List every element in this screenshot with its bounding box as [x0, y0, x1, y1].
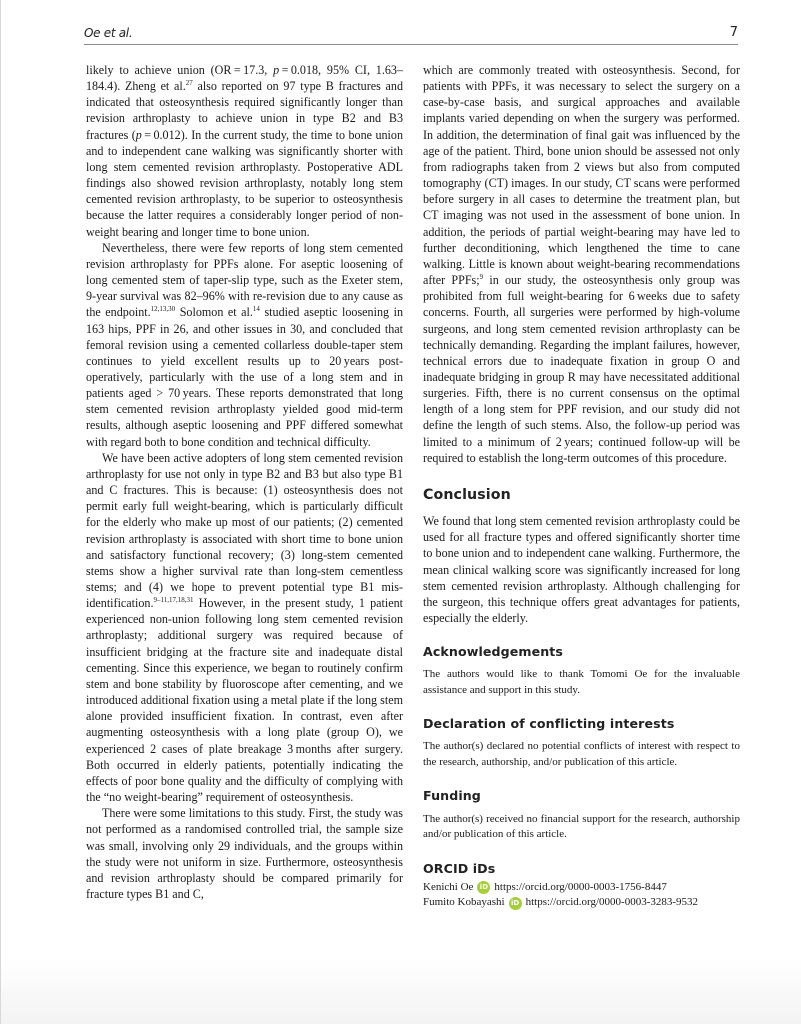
citation-ref[interactable]: 14 — [252, 305, 260, 314]
paragraph-limitations: There were some limitations to this study. First, the study was not performed as a randomised controlled trial, the sample size was small, involving only 29 individuals, and the groups within the study were not uniform in size. Furthermore, osteosynthesis and revision arthroplasty should be compared primarily for fracture types B1 and C, — [86, 806, 403, 901]
right-column — [423, 62, 740, 911]
funding-text: The author(s) received no financial support for the research, authorship and/or publication of this article. — [423, 812, 740, 841]
orcid-author-name: Kenichi Oe — [423, 880, 474, 893]
orcid-author-name: Fumito Kobayashi — [423, 896, 505, 909]
left-column — [86, 62, 403, 902]
section-heading-acknowledgements: Acknowledgements — [423, 644, 564, 660]
orcid-entry — [423, 895, 740, 911]
running-authors: Oe et al. — [84, 26, 133, 40]
paragraph-limitations-continued: which are commonly treated with osteosynthesis. Second, for patients with PPFs, it was necessary to select the surgery on a case-by-case basis, and surgical approaches and available implants varied depending on when the surgery was performed. In addition, the determination of final gait was influenced by the age of the patient. Third, bone union should be assessed not only from radiographs taken from 2 views but also from computed tomography (CT) images. In our study, CT scans were performed before surgery in all cases to determine the treatment plan, but CT imaging was not used in the assessment of bone union. In addition, the periods of partial weight-bearing may have led to further deconditioning, which lengthened the time to cane walking. Little is known about weight-bearing recommendations after PPFs;$^9$ in our study, the osteosynthesis only group was prohibited from full weight-bearing for 6 weeks due to safety concerns. Fourth, all surgeries were performed by high-volume surgeons, and long stem cemented revision arthroplasty can be technically demanding. Regarding the implant failures, however, technical errors due to inadequate fixation in group O and inadequate bridging in group R may have necessitated additional surgeries. Fifth, there is no current consensus on the optimal length of a long stem for PPF revision, and our study did not define the length of such stems. Also, the follow-up period was limited to a minimum of 2 years; continued follow-up will be required to establish the long-term outcomes of this procedure. — [423, 63, 741, 465]
orcid-link[interactable]: https://orcid.org/0000-0003-1756-8447 — [494, 880, 667, 893]
paragraph-comparison: likely to achieve union (OR = 17.3, p = 0.018, 95% CI, 1.63–184.4). Zheng et al.$^{27}$ also reported on 97 type B fractures and indicated that osteosynthesis required significantly longer than revision arthroplasty to achieve union in type B2 and B3 fractures (p = 0.012). In the current study, the time to bone union and to independent cane walking was significantly shorter with long stem cemented revision arthroplasty. Postoperative ADL findings also showed revision arthroplasty, notably long stem cemented revision arthroplasty, to be superior to osteosynthesis because the latter requires a considerably longer period of non-weight bearing and longer time to bone union. — [86, 63, 404, 239]
orcid-icon: iD — [477, 881, 490, 894]
conclusion-text: We found that long stem cemented revision arthroplasty could be used for all fracture types and offered significantly shorter time to bone union and to independent cane walking. Furthermore, the mean clinical walking score was significantly increased for long stem cemented revision arthroplasty. Although challenging for the surgeon, this technique offers great advantages for patients, especially the elderly. — [423, 514, 740, 625]
section-heading-conflicts: Declaration of conflicting interests — [423, 716, 675, 732]
orcid-entry — [423, 880, 740, 896]
running-header — [84, 24, 738, 45]
section-heading-conclusion: Conclusion — [423, 486, 511, 503]
citation-ref[interactable]: 9–11,17,18,31 — [153, 596, 194, 605]
acknowledgements-text: The authors would like to thank Tomomi Oe for the invaluable assistance and support in this study. — [423, 668, 740, 696]
section-heading-orcid: ORCID iDs — [423, 860, 496, 876]
orcid-link[interactable]: https://orcid.org/0000-0003-3283-9532 — [525, 896, 699, 909]
section-heading-funding: Funding — [423, 788, 481, 804]
citation-ref[interactable]: 9 — [479, 273, 484, 282]
page-number: 7 — [729, 25, 738, 40]
paragraph-prior-reports: Nevertheless, there were few reports of long stem cemented revision arthroplasty for PPFs alone. For aseptic loosening of long cemented stem of taper-slip type, such as the Exeter stem, 9-year survival was 82–96% with re-revision due to any cause as the endpoint.$^{12,13,30}$ Solomon et al.$^{14}$ studied aseptic loosening in 163 hips, PPF in 26, and other issues in 30, and concluded that femoral revision using a cemented collarless double-taper stem continues to yield excellent results up to 20 years post-operatively, particularly with the use of a long stem and in patients aged > 70 years. These reports demonstrated that long stem cemented revision arthroplasty yielded good mid-term results, although aseptic loosening and PPF differed somewhat with regard both to bone condition and technical difficulty. — [86, 240, 403, 449]
conflicts-text: The author(s) declared no potential conflicts of interest with respect to the research, authorship, and/or publication of this article. — [423, 740, 740, 768]
paragraph-adoption-rationale: We have been active adopters of long stem cemented revision arthroplasty for use not only in type B2 and B3 but also type B1 and C fractures. This is because: (1) osteosynthesis does not permit early full weight-bearing, which is particularly difficult for the elderly who make up most of our patients; (2) cemented revision arthroplasty is associated with short time to bone union and satisfactory functional recovery; (3) long-stem cemented stems show a higher survival rate than long-stem cementless stems; and (4) we hope to prevent potential type B1 mis-identification.$^{9-11,17,18,31}$ However, in the present study, 1 patient experienced non-union following long stem cemented revision arthroplasty; additional surgery was required because of insufficient bridging at the fracture site and inadequate distal cementing. Since this experience, we began to routinely confirm stem and bone stability by fluoroscope after cementing, and we introduced additional fixation using a metal plate if the long stem alone provided insufficient fixation. In contrast, even after augmenting osteosynthesis with a long plate (group O), we experienced 2 cases of plate breakage 3 months after surgery. Both occurred in elderly patients, potentially indicating the effects of poor bone quality and the difficulty of complying with the “no weight-bearing” requirement of osteosynthesis. — [86, 450, 403, 805]
citation-ref[interactable]: 27 — [185, 79, 193, 88]
orcid-icon: iD — [509, 897, 522, 910]
citation-ref[interactable]: 12,13,30 — [150, 305, 176, 314]
